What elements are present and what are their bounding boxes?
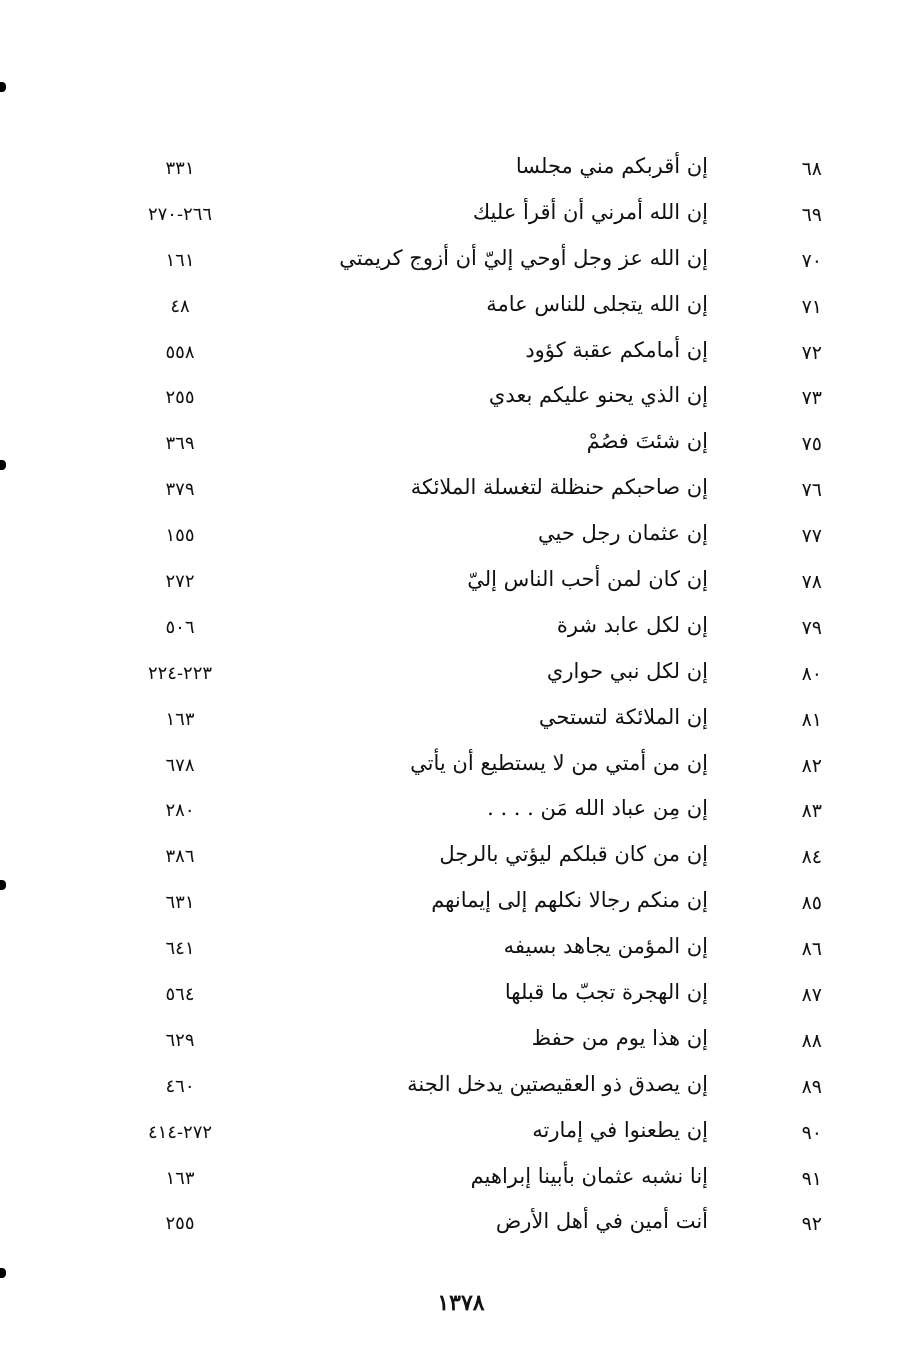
page-reference: ٤٦٠ [165, 1075, 195, 1097]
index-row [0, 332, 922, 378]
entry-number: ٨٥ [801, 892, 822, 915]
index-row [0, 377, 922, 423]
hadith-incipit: إن المؤمن يجاهد بسيفه [503, 934, 708, 959]
index-row [0, 974, 922, 1020]
page-reference: ١٦٣ [165, 1167, 195, 1189]
page-number: ١٣٧٨ [437, 1290, 485, 1316]
entry-number: ٩٢ [801, 1213, 822, 1236]
entry-number: ٨١ [801, 708, 822, 731]
page-reference: ٥٠٦ [165, 616, 195, 638]
entry-number: ٧١ [801, 295, 822, 318]
hadith-incipit: إن الهجرة تجبّ ما قبلها [504, 980, 708, 1005]
hadith-incipit: إن من كان قبلكم ليؤتي بالرجل [439, 842, 708, 867]
hadith-incipit: إن الذي يحنو عليكم بعدي [488, 383, 708, 408]
entry-number: ٩١ [801, 1167, 822, 1190]
scan-edge-mark [0, 1268, 6, 1278]
page-reference: ٣٣١ [165, 158, 195, 179]
index-row [0, 1020, 922, 1066]
entry-number: ٧٢ [801, 341, 822, 364]
index-row [0, 745, 922, 791]
page-reference: ٢٧٢-٤١٤ [147, 1121, 213, 1143]
hadith-incipit: إن صاحبكم حنظلة لتغسلة الملائكة [410, 475, 708, 500]
index-row [0, 423, 922, 469]
hadith-incipit: إن لكل عابد شرة [556, 612, 708, 637]
index-row [0, 836, 922, 882]
hadith-incipit: إن الله يتجلى للناس عامة [486, 291, 708, 316]
hadith-incipit: إنا نشبه عثمان بأبينا إبراهيم [470, 1163, 708, 1188]
hadith-incipit: إن يطعنوا في إمارته [532, 1117, 708, 1142]
entry-number: ٧٠ [801, 249, 822, 272]
index-row [0, 1203, 922, 1249]
page-reference: ٦٢٩ [165, 1029, 195, 1051]
hadith-index-table [0, 148, 922, 1249]
index-row [0, 561, 922, 607]
hadith-incipit: إن من أمتي من لا يستطيع أن يأتي [410, 750, 708, 775]
entry-number: ٧٩ [801, 616, 822, 639]
index-row [0, 240, 922, 286]
page-reference: ٦٤١ [165, 938, 195, 960]
page-reference: ٢٦٦-٢٧٠ [147, 203, 213, 225]
entry-number: ٧٦ [801, 479, 822, 502]
entry-number: ٨٢ [801, 754, 822, 777]
hadith-incipit: إن منكم رجالا نكلهم إلى إيمانهم [431, 888, 708, 913]
index-row [0, 286, 922, 332]
index-row [0, 469, 922, 515]
entry-number: ٧٥ [801, 433, 822, 456]
page-reference: ٣٨٦ [165, 846, 195, 868]
index-row [0, 790, 922, 836]
hadith-incipit: إن شئتَ فصُمْ [586, 429, 708, 454]
index-row [0, 515, 922, 561]
page-reference: ٢٢٣-٢٢٤ [147, 662, 213, 684]
hadith-incipit: إن هذا يوم من حفظ [531, 1025, 708, 1050]
entry-number: ٨٩ [801, 1075, 822, 1098]
page-reference: ٣٦٩ [165, 433, 195, 455]
entry-number: ٩٠ [801, 1121, 822, 1144]
page-reference: ٣٧٩ [165, 479, 195, 501]
entry-number: ٧٣ [801, 387, 822, 410]
hadith-incipit: إن لكل نبي حواري [546, 658, 708, 683]
index-row [0, 699, 922, 745]
hadith-incipit: إن عثمان رجل حيي [538, 521, 708, 546]
page-reference: ٥٥٨ [165, 341, 195, 363]
entry-number: ٨٠ [801, 662, 822, 685]
entry-number: ٨٨ [801, 1029, 822, 1052]
entry-number: ٧٨ [801, 571, 822, 594]
page-reference: ٤٨ [170, 295, 190, 317]
entry-number: ٦٨ [801, 158, 822, 180]
index-row [0, 1066, 922, 1112]
page-reference: ٢٧٢ [165, 571, 195, 593]
index-row [0, 928, 922, 974]
hadith-incipit: إن كان لمن أحب الناس إليّ [467, 567, 708, 592]
index-row [0, 882, 922, 928]
page-reference: ٦٧٨ [165, 754, 195, 776]
index-row [0, 1158, 922, 1204]
hadith-incipit: إن الله عز وجل أوحي إليّ أن أزوج كريمتي [339, 245, 708, 270]
page-reference: ٢٥٥ [165, 1213, 195, 1235]
index-row [0, 194, 922, 240]
page-reference: ١٦١ [165, 249, 195, 271]
hadith-incipit: إن أمامكم عقبة كؤود [525, 337, 708, 362]
page-reference: ٢٥٥ [165, 387, 195, 409]
hadith-incipit: إن الملائكة لتستحي [538, 704, 708, 729]
page-reference: ٦٣١ [165, 892, 195, 914]
hadith-incipit: إن يصدق ذو العقيصتين يدخل الجنة [407, 1071, 708, 1096]
hadith-incipit: إن أقربكم مني مجلسا [515, 154, 708, 178]
entry-number: ٨٤ [801, 846, 822, 869]
entry-number: ٧٧ [801, 525, 822, 548]
index-row [0, 653, 922, 699]
page-reference: ٢٨٠ [165, 800, 195, 822]
entry-number: ٦٩ [801, 203, 822, 226]
entry-number: ٨٧ [801, 984, 822, 1007]
index-row [0, 607, 922, 653]
page-reference: ٥٦٤ [165, 984, 195, 1006]
hadith-incipit: إن الله أمرني أن أقرأ عليك [472, 199, 708, 224]
hadith-incipit: إن مِن عباد الله مَن . . . . [487, 796, 708, 821]
page-reference: ١٥٥ [165, 525, 195, 547]
index-row [0, 1112, 922, 1158]
hadith-incipit: أنت أمين في أهل الأرض [495, 1209, 708, 1234]
index-row [0, 148, 922, 194]
entry-number: ٨٦ [801, 938, 822, 961]
entry-number: ٨٣ [801, 800, 822, 823]
scan-edge-mark [0, 82, 6, 92]
page-reference: ١٦٣ [165, 708, 195, 730]
